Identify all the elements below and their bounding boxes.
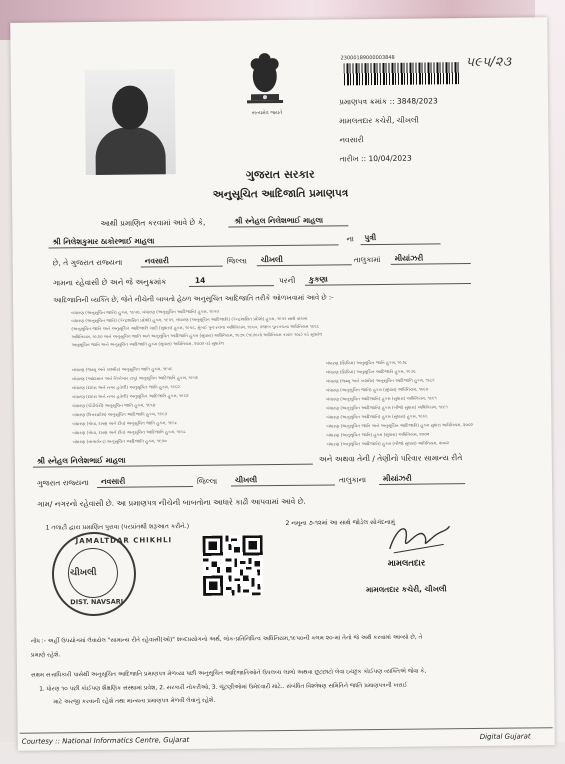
order-item: બંધારણ (અનુસૂચિત આદિજાતિ) હુકમ (સુધારા) અધિનિયમ, ૧૯૯૧ (326, 395, 437, 402)
office-name: મામલતદાર કચેરી, ચીખલી (339, 115, 419, 126)
clause-line: અનુસૂચિત જાતિ અને અનુસૂચિત આદિજાતિ હુકમ (સુધારા) અધિનિયમ, ૨૦૦૨ વડે સુધારેલ (71, 340, 224, 348)
holder-name: શ્રી સ્નેહલ નિલેશભાઈ માહલા (234, 215, 324, 226)
underline (305, 283, 471, 286)
page-title: ગુજરાત સરકાર (245, 167, 315, 182)
note-line: સક્ષમ સત્તાધિકારી પાસેથી અનુસૂચિત આદિજાતિ પ્રમાણપત્ર મેળવ્યા પછી અનુસૂચિત આદિજાતિઓને ઉપલબ્ધ લાભો અથવા છૂટછાટો લેવા ઇચ્છુક કોઈપણ વ્યક્તિએ જેવા કે, (31, 668, 427, 679)
order-item: બંધારણ (અનુસૂચિત આદિજાતિ) હુકમ (બીજો સુધારા) અધિનિયમ, ૨૦૦૨ (326, 440, 449, 447)
basis-item-1: 1 તલાટી દ્વારા પ્રમાણિત પુરાવા (પરપ્રાંતથી શરૂઆત કરીને.) (45, 522, 190, 532)
clause-line: બંધારણ (અનુસૂચિત જાતિ) હુકમ, ૧૯૫૦, બંધારણ (અનુસૂચિત આદિજાતિ) હુકમ, ૧૯૫૦ (71, 308, 220, 316)
emblem-caption: સત્યમેવ જયતે (251, 109, 283, 117)
underline (189, 285, 274, 287)
basis-item-2: 2 નમૂના ૭-૧૨માં આ સાથે જોડેલ સોગંદનામું (285, 518, 396, 527)
note-line: નોંધ :- અહીં ઉપયોગમાં લેવાયેલ "સામાન્ય રીતે રહેવાસી(ઓ)" શબ્દપ્રયોગનો અર્થ, લોક-પ્રતિનિધિત્વ અધિનિયમ,૧૯૫૦ની કલમ ૨૦-માં તેનો જે અર્થ કરવામાં આવ્યો છે, તે (30, 634, 423, 645)
certify-text: આથી પ્રમાણિત કરવામાં આવે છે કે, (100, 217, 206, 228)
order-item: બંધારણ (પોંડીચેરી) અનુસૂચિત જાતિ હુકમ, ૧૯૬૪ (72, 402, 156, 409)
date-value: 10/04/2023 (368, 153, 412, 164)
family-name: શ્રી સ્નેહલ નિલેશભાઈ માહલા (36, 455, 126, 466)
district-label: જિલ્લા (226, 256, 247, 266)
family-taluka-label: તાલુકાના (338, 475, 367, 485)
tribe-name: કુકણા (308, 274, 328, 284)
seal-top-text: JAMALTDAR CHIKHLI (75, 536, 173, 546)
family-district-label: જિલ્લા (196, 476, 218, 486)
barcode-number: 23000189000003848 (340, 54, 395, 62)
order-item: બંધારણ (ગોવા, દમણ અને દીવ) અનુસૂચિત આદિજાતિ હુકમ, ૧૯૬૮ (72, 429, 186, 436)
entry-number: 14 (194, 275, 206, 285)
note-line: પ્રમાણે રહેશે. (30, 652, 61, 659)
district-value: નવસારી (144, 256, 169, 266)
order-item: બંધારણ (નાગાલેન્ડ) અનુસૂચિત આદિજાતિ હુકમ, ૧૯૭૦ (72, 438, 167, 445)
photo-head (112, 85, 148, 129)
relation-label: ના (346, 234, 354, 244)
family-taluka: ચીખલી (234, 475, 258, 485)
order-item: બંધારણ (સિક્કિમ) અનુસૂચિત જાતિ હુકમ, ૧૯૭૮ (325, 359, 408, 366)
recognized-text: આદિજાતિની વ્યક્તિ છે, જેને નીચેની બાબતો હેઠળ અનુસૂચિત આદિજાતિ તરીકે ઓળખવામાં આવે છે :- (53, 293, 334, 305)
holder-photo (85, 69, 176, 175)
order-item: બંધારણ (દાદરા અને નગર હવેલી) અનુસૂચિત જાતિ હુકમ, ૧૯૬૨ (72, 384, 180, 391)
emblem-icon (243, 50, 288, 112)
date-label: તારીખ (339, 154, 359, 164)
certificate-number-line: પ્રમાણપત્ર ક્રમાંક :: 3848/2023 (339, 96, 438, 107)
family-text: અને અથવા તેની / તેણીનો પરિવાર સામાન્ય રીતે (318, 453, 463, 464)
place-name: નવસારી (339, 135, 364, 145)
order-item: બંધારણ (ગોવા, દમણ અને દીવ) અનુસૂચિત જાતિ હુકમ, ૧૯૬૮ (72, 420, 178, 427)
handwritten-number: ૫૯૫/૨૩ (465, 54, 512, 71)
entry-label: પરની (278, 275, 296, 286)
officer-office: મામલતદાર કચેરી, ચીખલી (366, 584, 447, 595)
order-item: બંધારણ (ઉત્તરપ્રદેશ) અનુસૂચિત આદિજાતિ હુકમ, ૧૯૬૭ (72, 411, 168, 418)
relation-value: પુત્રી (364, 233, 377, 243)
qr-code-icon (203, 535, 264, 596)
basis-text: ગામ/ નગરનો રહેવાસી છે. આ પ્રમાણપત્ર નીચેની બાબતોના આધારે કાઢી આપવામાં આવે છે. (37, 496, 306, 509)
note-line: માટે અરજી કરવાની રહેશે તથા માન્યતા પ્રમાણપત્ર મેળવી લેવાનું રહેશે. (53, 697, 216, 706)
barcode-icon (344, 62, 460, 85)
date-line: તારીખ :: 10/04/2023 (339, 153, 412, 164)
signature (383, 518, 455, 559)
seal-stamp (52, 532, 173, 617)
taluka-label: તાલુકામાં (353, 254, 381, 265)
underline (231, 484, 335, 486)
cert-no-label: પ્રમાણપત્ર ક્રમાંક (339, 96, 388, 107)
family-state-text: ગુજરાત રાજ્યના (36, 478, 89, 488)
underline (379, 483, 465, 485)
state-text: છે, તે ગુજરાત રાજ્યના (52, 257, 123, 268)
seal-center-text: ચીખલી (69, 567, 97, 579)
brand-text: Digital Gujarat (479, 732, 531, 741)
underline (228, 225, 348, 227)
clause-line: બંધારણ (અનુસૂચિત જાતિ) (કેન્દ્રશાસિત પ્રદેશો) હુકમ, ૧૯૫૧, બંધારણ (અનુસૂચિત આદિજાતિ) (કેન્દ્રશાસિત પ્રદેશો) હુકમ, ૧૯૫૧ સાથે વાંચતા (71, 315, 308, 324)
order-item: બંધારણ (દાદરા અને નગર હવેલી) અનુસૂચિત આદિજાતિ હુકમ, ૧૯૬૨ (72, 392, 189, 400)
village-value: મીયાંઝરી (394, 253, 424, 263)
order-item: બંધારણ (અનુસૂચિત જાતિ) હુકમ (સુધારા) અધિનિયમ, ૨૦૦૨ (326, 431, 430, 438)
clause-line: અધિનિયમ, ૧૯૭૦ અને અનુસૂચિત જાતિ અને અનુસૂચિત આદિજાતિ હુકમ (સુધારા) અધિનિયમ, ૧૯૭૬ (૧૯૭૬નો અધિનિયમ ક્રમાંક ૧૦૮) વડે સુધારેલ (71, 331, 323, 340)
taluka-value: ચીખલી (260, 254, 283, 265)
underline (257, 264, 352, 266)
order-item: બંધારણ (અનુસૂચિત આદિજાતિ) હુકમ (સુધારા) હુકમ, ૧૯૯૬ (326, 413, 428, 420)
order-item: બંધારણ (આંદામાન અને નિકોબાર ટાપુ) અનુસૂચિત આદિજાતિ હુકમ, ૧૯૫૯ (71, 374, 199, 382)
underline (141, 266, 223, 268)
seal-bottom-text: DIST. NAVSARI (70, 597, 124, 607)
underline (97, 486, 193, 488)
note-line: 1. ધોરણ ૧૦ પછી કોઈપણ શૈક્ષણિક સંસ્થામાં પ્રવેશ, 2. સરકારી નોકરીઓ, 3. ચૂંટણીઓમાં ઉમેદવારી માટે.. સંબંધિત વિશ્લેષણ સમિતિને જાતિ પ્રમાણપત્રની ખરાઈ (39, 682, 408, 693)
clause-line: (અનુસૂચિત જાતિ અને અનુસૂચિત આદિજાતિ યાદી (સુધારા) હુકમ, ૧૯૫૬, મુંબઈ પુનઃરચના અધિનિયમ, ૧૯૬૦, પંજાબ પુનઃરચના અધિનિયમ ૧૯૬૬ (71, 323, 320, 332)
family-district: નવસારી (100, 476, 126, 486)
certificate-paper (10, 17, 555, 751)
order-item: બંધારણ (જમ્મુ અને કાશ્મીર) અનુસૂચિત જાતિ હુકમ, ૧૯૫૬ (71, 366, 173, 373)
parent-name: શ્રી નિલેશકુમાર ઠાકોરભાઈ માહલા (52, 236, 155, 247)
schedule-text: ગામના રહેવાસી છે અને જે અનુક્રમાંક (52, 277, 167, 288)
underline (361, 243, 441, 245)
underline (391, 263, 471, 265)
order-item: બંધારણ (જમ્મુ અને કાશ્મીર) અનુસૂચિત આદિજાતિ હુકમ, ૧૯૮૯ (325, 377, 435, 384)
photo-body (95, 127, 165, 175)
order-item: બંધારણ (અનુસૂચિત આદિજાતિ) હુકમ (બીજો સુધારા) અધિનિયમ, ૧૯૯૧ (326, 404, 448, 411)
order-item: બંધારણ (સિક્કિમ) અનુસૂચિત આદિજાતિ હુકમ, ૧૯૭૮ (325, 368, 416, 375)
cert-no: 3848/2023 (396, 96, 438, 106)
footer-divider (20, 727, 553, 734)
order-item: બંધારણ (અનુસૂચિત જાતિ) હુકમ (સુધારા) અધિનિયમ, ૧૯૯૦ (326, 386, 429, 393)
order-item: બંધારણ (અનુસૂચિત જાતિ અને અનુસૂચિત આદિજાતિ) હુકમ સુધારા અધિનિયમ, ૨૦૦૨ (326, 422, 474, 429)
courtesy-text: Courtesy :: National Informatics Centre, Gujarat (21, 735, 190, 746)
page-subtitle: અનુસૂચિત આદિજાતિ પ્રમાણપત્ર (212, 187, 349, 201)
family-village: મીયાંઝરી (382, 473, 412, 483)
officer-title: મામલતદાર (387, 558, 426, 569)
